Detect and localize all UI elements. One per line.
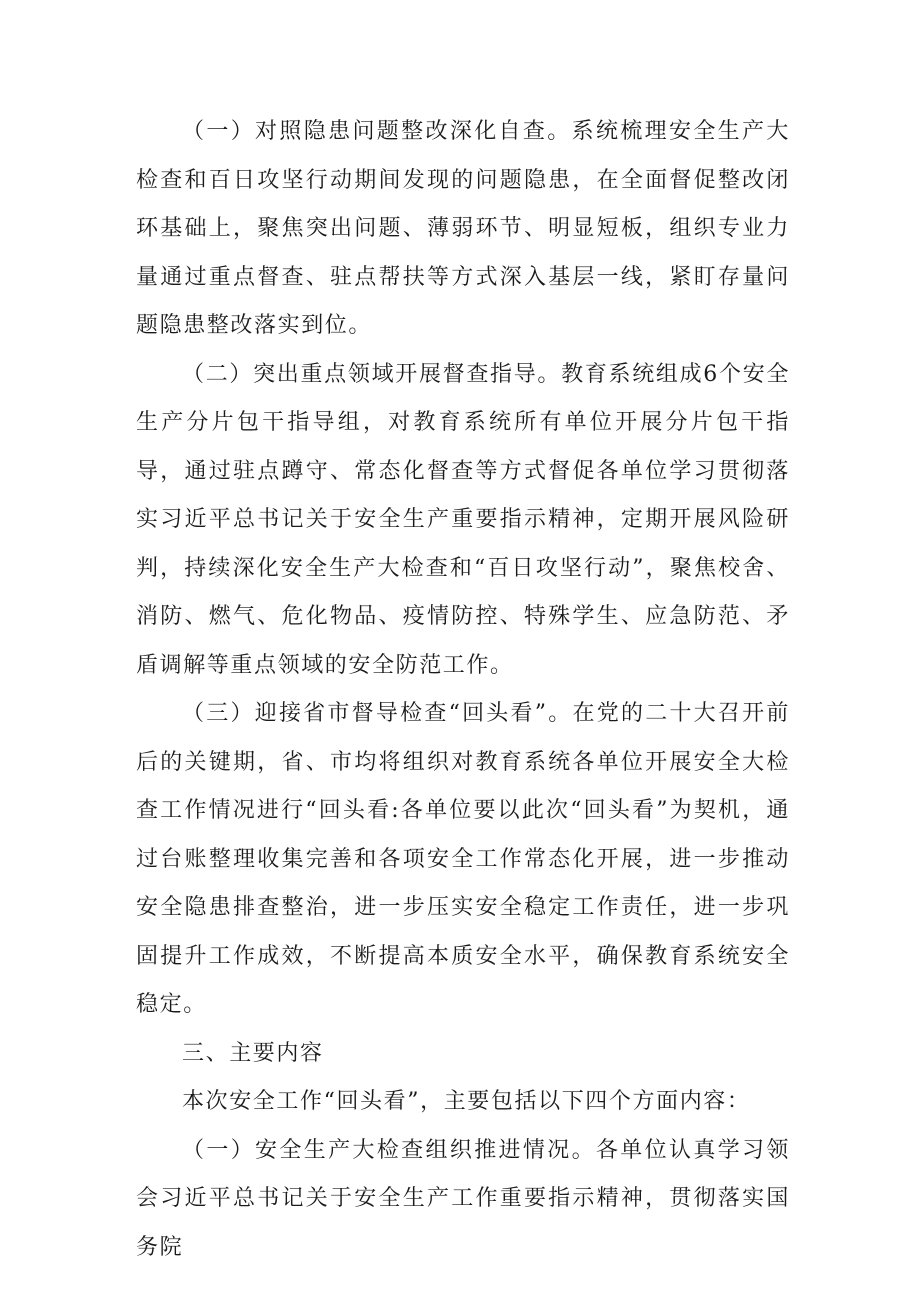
section-heading: 三、主要内容: [182, 1040, 324, 1066]
paragraph-key-areas: （二）突出重点领域开展督查指导。教育系统组成6个安全生产分片包干指导组，对教育系统所有单位开展分片包干指导，通过驻点蹲守、常态化督查等方式督促各单位学习贯彻落实习近平总书记关于安全生产重要指示精神，定期开展风险研判，持续深化安全生产大检查和“百日攻坚行动”，聚焦校舍、消防、燃气、危化物品、疫情防控、特殊学生、应急防范、矛盾调解等重点领域的安全防范工作。: [136, 361, 790, 678]
paragraph-self-inspection: （一）对照隐患问题整改深化自查。系统梳理安全生产大检查和百日攻坚行动期间发现的问题隐患，在全面督促整改闭环基础上，聚焦突出问题、薄弱环节、明显短板，组织专业力量通过重点督查、驻点帮扶等方式深入基层一线，紧盯存量问题隐患整改落实到位。: [136, 119, 790, 338]
document-body: [136, 108, 790, 1272]
paragraph-intro: 本次安全工作“回头看”，主要包括以下四个方面内容：: [182, 1089, 751, 1114]
paragraph-item-one: （一）安全生产大检查组织推进情况。各单位认真学习领会习近平总书记关于安全生产工作重要指示精神，贯彻落实国务院: [136, 1137, 790, 1260]
paragraph-review-inspection: （三）迎接省市督导检查“回头看”。在党的二十大召开前后的关键期，省、市均将组织对教育系统各单位开展安全大检查工作情况进行“回头看:各单位要以此次“回头看”为契机，通过台账整理收集完善和各项安全工作常态化开展，进一步推动安全隐患排查整治，进一步压实安全稳定工作责任，进一步巩固提升工作成效，不断提高本质安全水平，确保教育系统安全稳定。: [136, 701, 790, 1017]
